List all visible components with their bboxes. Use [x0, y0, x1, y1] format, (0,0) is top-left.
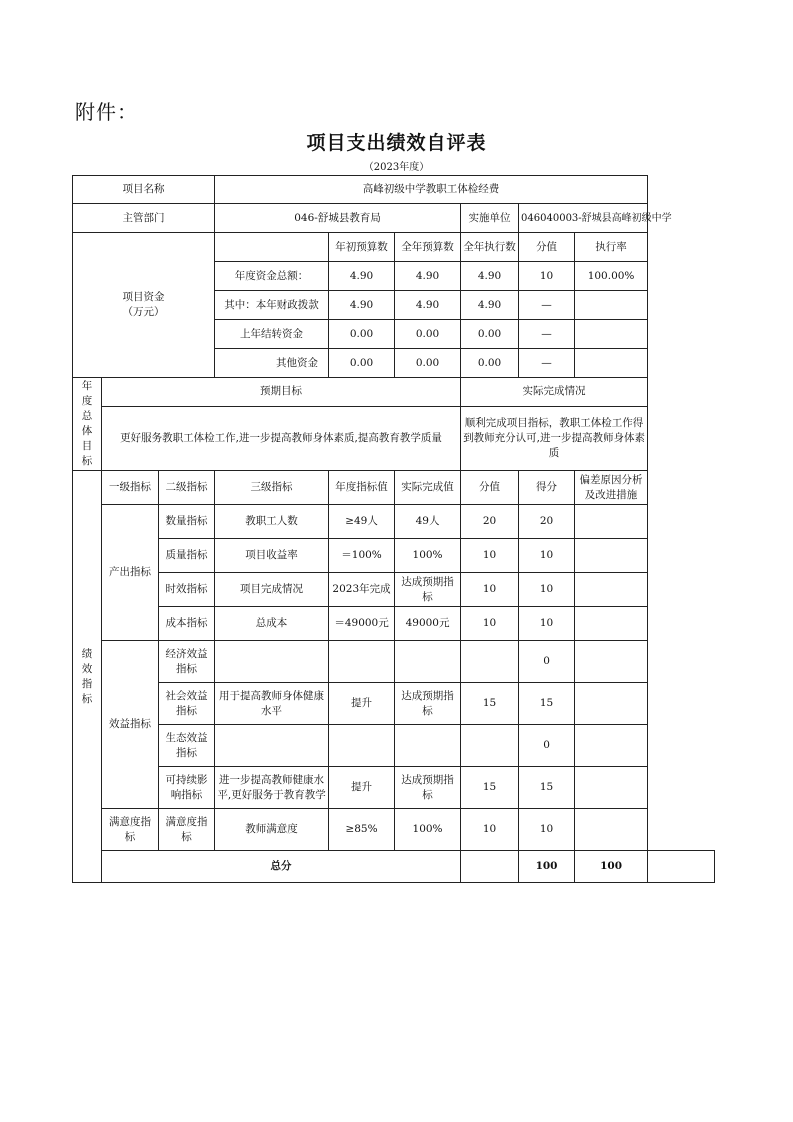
funds-score-value: —: [519, 291, 575, 320]
perf-deviation: [575, 809, 648, 851]
funds-rate: [575, 320, 648, 349]
perf-col-annual: 年度指标值: [329, 471, 395, 505]
perf-col-score-value: 分值: [461, 471, 519, 505]
perf-row: [73, 539, 715, 573]
perf-col-level2: 二级指标: [159, 471, 215, 505]
perf-col-score: 得分: [519, 471, 575, 505]
perf-level2: 质量指标: [159, 539, 215, 573]
goals-header-row: [73, 378, 715, 407]
perf-level3: 项目收益率: [215, 539, 329, 573]
perf-deviation: [575, 607, 648, 641]
funds-col-header: 全年预算数: [395, 233, 461, 262]
perf-row: [73, 809, 715, 851]
report-year: （2023年度）: [363, 162, 430, 173]
perf-score-value: 20: [461, 505, 519, 539]
perf-actual: 达成预期指标: [395, 683, 461, 725]
unit-label: 实施单位: [461, 204, 519, 233]
perf-output-label: 产出指标: [102, 505, 159, 641]
funds-initial: 4.90: [329, 262, 395, 291]
unit-value: 046040003-舒城县高峰初级中学: [519, 204, 648, 233]
perf-satisfaction-label: 满意度指标: [102, 809, 159, 851]
goals-actual: 顺利完成项目指标，教职工体检工作得到教师充分认可,进一步提高教师身体素质: [461, 406, 648, 470]
funds-rate: [575, 349, 648, 378]
dept-value: 046-舒城县教育局: [215, 204, 461, 233]
goals-section-label: 年 度 总 体 目 标: [73, 378, 102, 471]
perf-level2: 数量指标: [159, 505, 215, 539]
funds-col-header: 分值: [519, 233, 575, 262]
total-score: 100: [575, 851, 648, 883]
total-blank: [461, 851, 519, 883]
perf-level2: 可持续影响指标: [159, 767, 215, 809]
perf-annual: 提升: [329, 683, 395, 725]
perf-level3: 进一步提高教师健康水平,更好服务于教育教学: [215, 767, 329, 809]
project-name-row: [73, 176, 715, 204]
perf-deviation: [575, 767, 648, 809]
funds-score-value: —: [519, 320, 575, 349]
perf-score: 10: [519, 607, 575, 641]
perf-row: [73, 641, 715, 683]
funds-initial: 0.00: [329, 349, 395, 378]
perf-score-value: 15: [461, 767, 519, 809]
funds-initial: 0.00: [329, 320, 395, 349]
goals-actual-label: 实际完成情况: [461, 378, 648, 407]
perf-level3: [215, 641, 329, 683]
perf-col-actual: 实际完成值: [395, 471, 461, 505]
dept-label: 主管部门: [73, 204, 215, 233]
perf-row: [73, 505, 715, 539]
perf-score: 0: [519, 725, 575, 767]
perf-deviation: [575, 573, 648, 607]
perf-level3: 用于提高教师身体健康水平: [215, 683, 329, 725]
funds-annual: 4.90: [395, 262, 461, 291]
perf-level2: 满意度指标: [159, 809, 215, 851]
perf-deviation: [575, 683, 648, 725]
perf-level2: 经济效益指标: [159, 641, 215, 683]
perf-benefit-label: 效益指标: [102, 641, 159, 809]
page-title: 项目支出绩效自评表: [306, 132, 487, 154]
perf-actual: 49人: [395, 505, 461, 539]
perf-score-value: [461, 725, 519, 767]
perf-col-deviation: 偏差原因分析及改进措施: [575, 471, 648, 505]
goals-expected-label: 预期目标: [102, 378, 461, 407]
perf-section-label: 绩 效 指 标: [73, 471, 102, 883]
perf-annual: ＝49000元: [329, 607, 395, 641]
perf-level2: 社会效益指标: [159, 683, 215, 725]
perf-actual: [395, 641, 461, 683]
total-row: [73, 851, 715, 883]
perf-annual: [329, 641, 395, 683]
perf-deviation: [575, 641, 648, 683]
funds-header-row: [73, 233, 715, 262]
funds-col-header: 全年执行数: [461, 233, 519, 262]
self-evaluation-table: [72, 175, 715, 883]
perf-score: 10: [519, 573, 575, 607]
funds-section-label: [73, 233, 215, 378]
perf-score: 15: [519, 767, 575, 809]
funds-annual: 4.90: [395, 291, 461, 320]
perf-annual: [329, 725, 395, 767]
funds-header-blank: [215, 233, 329, 262]
perf-score-value: 10: [461, 809, 519, 851]
total-label: 总分: [102, 851, 461, 883]
funds-score-value: 10: [519, 262, 575, 291]
perf-annual: ≥85%: [329, 809, 395, 851]
funds-executed: 0.00: [461, 349, 519, 378]
attachment-label: 附件：: [75, 100, 138, 124]
funds-score-value: —: [519, 349, 575, 378]
goals-expected: 更好服务教职工体检工作,进一步提高教师身体素质,提高教育教学质量: [102, 406, 461, 470]
perf-actual: [395, 725, 461, 767]
perf-col-level1: 一级指标: [102, 471, 159, 505]
funds-row-label: 年度资金总额：: [215, 262, 329, 291]
funds-annual: 0.00: [395, 349, 461, 378]
perf-deviation: [575, 505, 648, 539]
funds-executed: 4.90: [461, 262, 519, 291]
perf-actual: 达成预期指标: [395, 573, 461, 607]
perf-row: [73, 683, 715, 725]
total-score-value: 100: [519, 851, 575, 883]
perf-deviation: [575, 725, 648, 767]
funds-col-header: 年初预算数: [329, 233, 395, 262]
funds-rate: [575, 291, 648, 320]
project-name: 高峰初级中学教职工体检经费: [215, 176, 648, 204]
perf-score-value: 15: [461, 683, 519, 725]
perf-score: 20: [519, 505, 575, 539]
perf-annual: ＝100%: [329, 539, 395, 573]
funds-executed: 0.00: [461, 320, 519, 349]
funds-col-header: 执行率: [575, 233, 648, 262]
perf-level3: 总成本: [215, 607, 329, 641]
perf-level3: [215, 725, 329, 767]
perf-level2: 成本指标: [159, 607, 215, 641]
perf-row: [73, 725, 715, 767]
perf-row: [73, 607, 715, 641]
project-name-label: 项目名称: [73, 176, 215, 204]
funds-rate: 100.00%: [575, 262, 648, 291]
perf-score-value: 10: [461, 573, 519, 607]
perf-level3: 教师满意度: [215, 809, 329, 851]
funds-executed: 4.90: [461, 291, 519, 320]
funds-row-label: 其中：本年财政拨款: [215, 291, 329, 320]
perf-score: 10: [519, 539, 575, 573]
perf-header-row: [73, 471, 715, 505]
perf-score: 10: [519, 809, 575, 851]
total-deviation: [648, 851, 715, 883]
funds-row-label: 上年结转资金: [215, 320, 329, 349]
perf-annual: 提升: [329, 767, 395, 809]
perf-level3: 项目完成情况: [215, 573, 329, 607]
funds-annual: 0.00: [395, 320, 461, 349]
goals-content-row: [73, 406, 715, 470]
perf-level3: 教职工人数: [215, 505, 329, 539]
perf-row: [73, 767, 715, 809]
funds-row-label: 其他资金: [215, 349, 329, 378]
perf-score-value: 10: [461, 607, 519, 641]
perf-annual: 2023年完成: [329, 573, 395, 607]
perf-actual: 49000元: [395, 607, 461, 641]
perf-level2: 生态效益指标: [159, 725, 215, 767]
perf-deviation: [575, 539, 648, 573]
perf-actual: 达成预期指标: [395, 767, 461, 809]
perf-row: [73, 573, 715, 607]
perf-score-value: 10: [461, 539, 519, 573]
perf-annual: ≥49人: [329, 505, 395, 539]
perf-score: 0: [519, 641, 575, 683]
funds-label-line2: （万元）: [122, 306, 165, 318]
perf-level2: 时效指标: [159, 573, 215, 607]
perf-score-value: [461, 641, 519, 683]
perf-score: 15: [519, 683, 575, 725]
perf-col-level3: 三级指标: [215, 471, 329, 505]
funds-label-line1: 项目资金: [122, 291, 165, 303]
funds-initial: 4.90: [329, 291, 395, 320]
perf-actual: 100%: [395, 809, 461, 851]
dept-row: [73, 204, 715, 233]
perf-actual: 100%: [395, 539, 461, 573]
